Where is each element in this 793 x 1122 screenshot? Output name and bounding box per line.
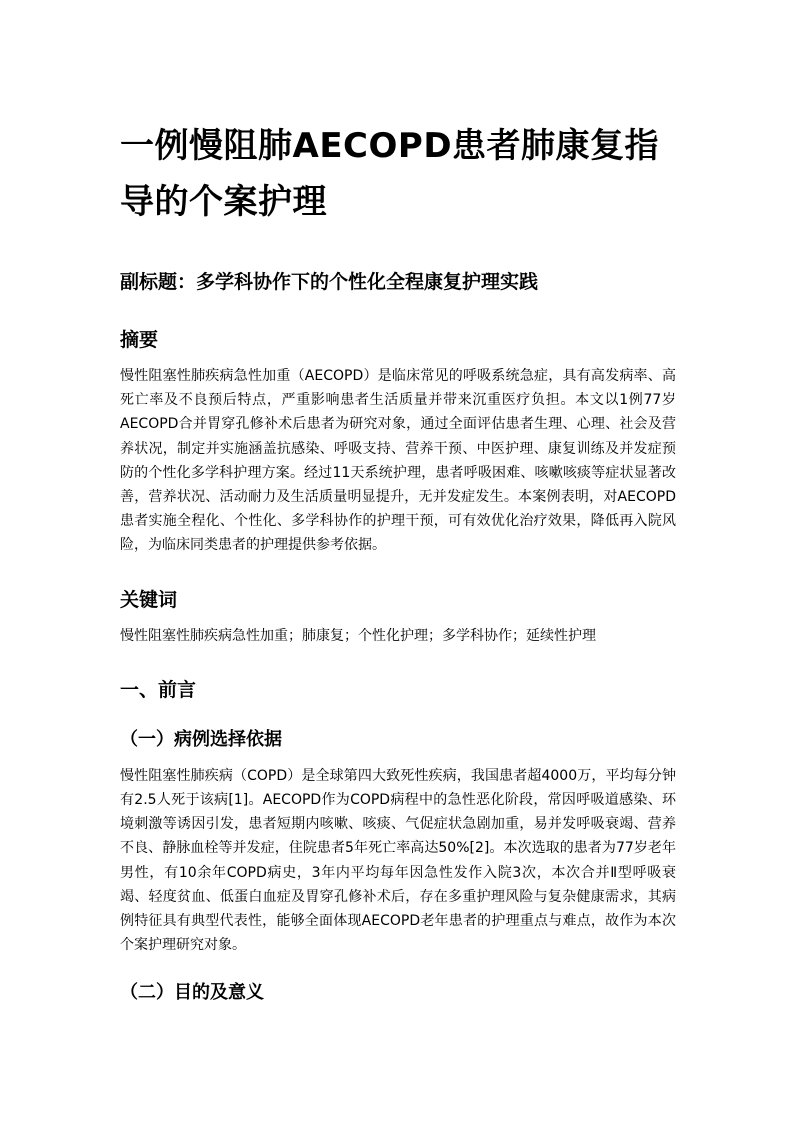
keywords-heading: 关键词 — [120, 588, 178, 611]
abstract-text: 慢性阻塞性肺疾病急性加重（AECOPD）是临床常见的呼吸系统急症，具有高发病率、高死亡率及不良预后特点，严重影响患者生活质量并带来沉重医疗负担。本文以1例77岁AECOPD合并胃穿孔修补术后患者为研究对象，通过全面评估患者生理、心理、社会及营养状况，制定并实施涵盖抗感染、呼吸支持、营养干预、中医护理、康复训练及并发症预防的个性化多学科护理方案。经过11天系统护理，患者呼吸困难、咳嗽咳痰等症状显著改善，营养状况、活动耐力及生活质量明显提升，无并发症发生。本案例表明，对AECOPD患者实施全程化、个性化、多学科协作的护理干预，可有效优化治疗效果，降低再入院风险，为临床同类患者的护理提供参考依据。 — [120, 368, 676, 554]
document-page — [120, 118, 676, 1017]
abstract-heading: 摘要 — [120, 329, 159, 351]
document-title: 一例慢阻肺AECOPD患者肺康复指导的个案护理 — [120, 126, 660, 222]
document-subtitle: 副标题：多学科协作下的个性化全程康复护理实践 — [120, 271, 539, 293]
section-1-2-heading: （二）目的及意义 — [120, 982, 264, 1004]
section-1-1-heading: （一）病例选择依据 — [120, 728, 282, 750]
section-1-heading: 一、前言 — [120, 678, 197, 701]
keywords-text: 慢性阻塞性肺疾病急性加重；肺康复；个性化护理；多学科协作；延续性护理 — [120, 627, 596, 644]
section-1-1-text: 慢性阻塞性肺疾病（COPD）是全球第四大致死性疾病，我国患者超4000万，平均每分钟有2.5人死于该病[1]。AECOPD作为COPD病程中的急性恶化阶段，常因呼吸道感染、环境刺激等诱因引发，患者短期内咳嗽、咳痰、气促症状急剧加重，易并发呼吸衰竭、营养不良、静脉血栓等并发症，住院患者5年死亡率高达50%[2]。本次选取的患者为77岁老年男性，有10余年COPD病史，3年内平均每年因急性发作入院3次，本次合并Ⅱ型呼吸衰竭、轻度贫血、低蛋白血症及胃穿孔修补术后，存在多重护理风险与复杂健康需求，其病例特征具有典型代表性，能够全面体现AECOPD老年患者的护理重点与难点，故作为本次个案护理研究对象。 — [120, 767, 676, 954]
